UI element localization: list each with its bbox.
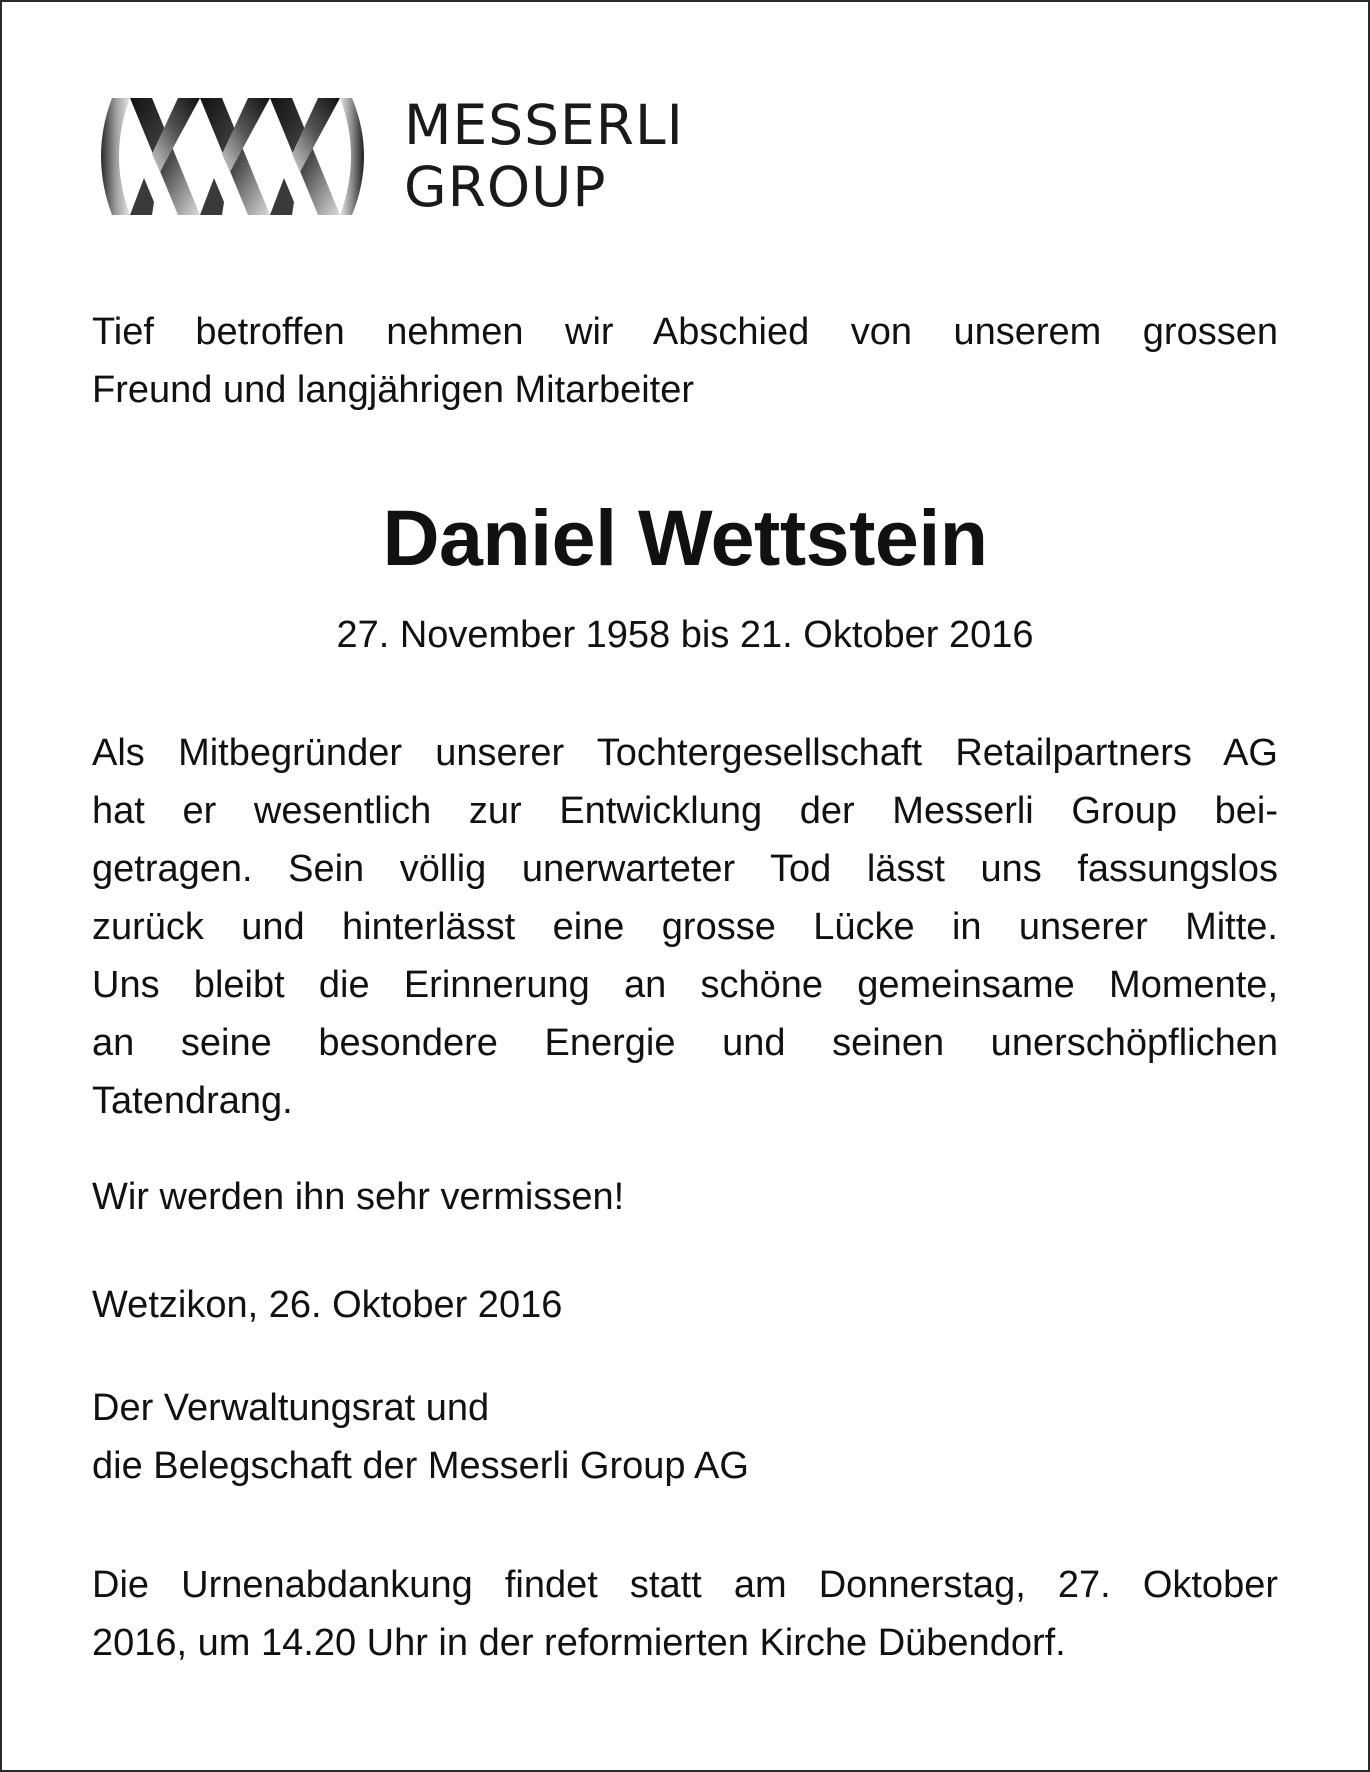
farewell-line: Wir werden ihn sehr vermissen! [92, 1176, 625, 1218]
tribute-line: an seine besondere Energie und seinen unerschöpflichen [92, 1022, 1278, 1064]
deceased-name: Daniel Wettstein [382, 493, 988, 582]
messerli-group-logo [90, 94, 730, 219]
tribute-line: zurück und hinterlässt eine grosse Lücke in unserer Mitte. [92, 906, 1278, 948]
tribute-line: Als Mitbegründer unserer Tochtergesellschaft Retailpartners AG [92, 732, 1278, 774]
logo-line-1: MESSERLI [404, 93, 684, 157]
signature-line: Der Verwaltungsrat und [92, 1387, 490, 1429]
intro-line: Freund und langjährigen Mitarbeiter [92, 369, 695, 411]
signature-block [92, 1379, 1278, 1495]
intro-line: Tief betroffen nehmen wir Abschied von unserem grossen [92, 311, 1278, 353]
tribute-line: Uns bleibt die Erinnerung an schöne gemeinsame Momente, [92, 964, 1278, 1006]
logo-wordmark [404, 94, 684, 218]
tribute-line: Tatendrang. [92, 1080, 293, 1122]
intro-paragraph [92, 303, 1278, 419]
service-line: Die Urnenabdankung findet statt am Donnerstag, 27. Oktober [92, 1564, 1278, 1606]
signature-line: die Belegschaft der Messerli Group AG [92, 1445, 749, 1487]
messerli-twisted-ribbon-icon [90, 94, 372, 219]
life-dates: 27. November 1958 bis 21. Oktober 2016 [336, 614, 1034, 656]
service-line: 2016, um 14.20 Uhr in der reformierten Kirche Dübendorf. [92, 1622, 1066, 1664]
service-paragraph [92, 1556, 1278, 1672]
logo-line-2: GROUP [404, 155, 607, 219]
tribute-line: hat er wesentlich zur Entwicklung der Messerli Group bei- [92, 790, 1278, 832]
tribute-line: getragen. Sein völlig unerwarteter Tod lässt uns fassungslos [92, 848, 1278, 890]
place-date: Wetzikon, 26. Oktober 2016 [92, 1284, 563, 1326]
tribute-paragraph [92, 724, 1278, 1130]
